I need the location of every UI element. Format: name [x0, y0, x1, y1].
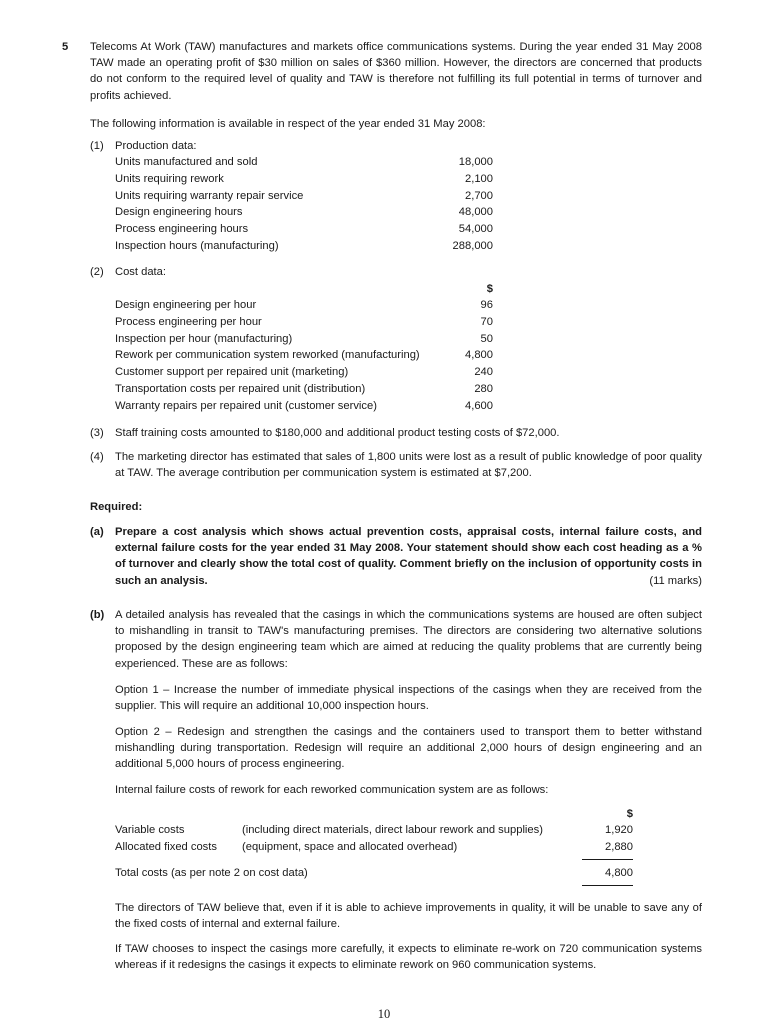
option2-text: Option 2 – Redesign and strengthen the casings and the containers used to transport them to better withstand mishandling during transportation. Redesign will require an additional 2,000 hours of design engineering and an additional 5,000 hours of process engineering. — [115, 726, 702, 771]
cost-number: (2) — [90, 266, 104, 278]
production-row-value: 48,000 — [458, 206, 493, 219]
option1-text: Option 1 – Increase the number of immediate physical inspections of the casings when they are received from the supplier. This will require an additional 10,000 inspection hours. — [115, 684, 702, 713]
cost-row — [115, 314, 493, 331]
cost-row — [115, 398, 493, 415]
cost-row-label: Inspection per hour (manufacturing) — [115, 332, 293, 345]
cost-row-value: 4,600 — [465, 399, 493, 412]
production-row-value: 2,700 — [465, 189, 493, 202]
cost-row — [115, 364, 493, 381]
part-b-text: A detailed analysis has revealed that the casings in which the communications systems are housed are often subject to mishandling in transit to TAW's manufacturing premises. The directors are considering two alternative solutions proposed by the design engineering team which are aimed at reducing the quality problems that are currently being experienced. These are as follows: — [115, 609, 702, 670]
part-a-label: (a) — [90, 526, 104, 538]
production-row-label: Design engineering hours — [115, 206, 243, 219]
production-row — [115, 188, 493, 205]
cost-row-label: Customer support per repaired unit (marketing) — [115, 366, 349, 379]
fixed-costs-paragraph: The directors of TAW believe that, even if it is able to achieve improvements in quality, it will be unable to save any of the fixed costs of internal and external failure. — [115, 902, 702, 931]
cost-row-value: 280 — [474, 382, 493, 395]
cost-row-value: 240 — [474, 366, 493, 379]
production-row-label: Inspection hours (manufacturing) — [115, 239, 279, 252]
production-row — [115, 204, 493, 221]
required-heading: Required: — [90, 501, 143, 513]
cost-row — [115, 347, 493, 364]
rework-row — [115, 822, 633, 839]
part-b-label: (b) — [90, 609, 105, 621]
rework-row-value: 1,920 — [605, 824, 633, 836]
rework-row-description: (including direct materials, direct labour rework and supplies) — [242, 824, 543, 836]
production-row-value: 2,100 — [465, 172, 493, 185]
page-number: 10 — [377, 1007, 391, 1021]
cost-row-value: 96 — [480, 299, 493, 311]
rework-total-rule — [582, 885, 633, 886]
rework-intro: Internal failure costs of rework for each reworked communication system are as follows: — [115, 784, 549, 796]
rework-subtotal-rule — [582, 859, 633, 860]
production-row — [115, 154, 493, 171]
cost-heading: Cost data: — [115, 266, 166, 278]
cost-row-label: Transportation costs per repaired unit (distribution) — [115, 382, 366, 395]
note4-number: (4) — [90, 451, 104, 463]
cost-row-value: 70 — [480, 315, 493, 328]
note3-number: (3) — [90, 427, 104, 439]
cost-row-label: Warranty repairs per repaired unit (customer service) — [115, 399, 377, 412]
rework-currency-header: $ — [626, 808, 633, 820]
production-row-value: 54,000 — [458, 223, 493, 236]
rework-row-value: 2,880 — [605, 840, 633, 853]
rework-total-value: 4,800 — [605, 867, 633, 879]
production-table — [115, 154, 493, 255]
question-intro: Telecoms At Work (TAW) manufactures and markets office communications systems. During the year ended 31 May 2008 TAW made an operating profit of $30 million on sales of $360 million. However, the directors are concerned that products do not conform to the required level of quality and TAW is therefore not fulfilling its full potential in terms of turnover and profits achieved. — [90, 41, 702, 102]
production-heading: Production data: — [115, 140, 197, 152]
production-row-label: Units requiring rework — [115, 172, 224, 185]
cost-row — [115, 297, 493, 314]
cost-row — [115, 331, 493, 348]
rework-total-label: Total costs (as per note 2 on cost data) — [115, 867, 308, 879]
production-row-value: 288,000 — [452, 239, 493, 252]
production-row — [115, 171, 493, 188]
part-a-marks: (11 marks) — [649, 575, 702, 587]
question-number: 5 — [62, 41, 69, 53]
cost-row-value: 50 — [480, 332, 493, 345]
info-intro: The following information is available in respect of the year ended 31 May 2008: — [90, 118, 486, 130]
cost-table — [115, 297, 493, 415]
production-row-label: Units manufactured and sold — [115, 156, 258, 168]
production-row-label: Units requiring warranty repair service — [115, 189, 304, 202]
rework-row-label: Allocated fixed costs — [115, 840, 217, 853]
note4-text: The marketing director has estimated that sales of 1,800 units were lost as a result of public knowledge of poor quality at TAW. The average contribution per communication system is estimated at $7,200. — [115, 451, 702, 480]
production-row — [115, 221, 493, 238]
cost-row-label: Design engineering per hour — [115, 299, 257, 311]
note3-text: Staff training costs amounted to $180,000 and additional product testing costs of $72,000. — [115, 427, 560, 439]
rework-row — [115, 839, 633, 856]
cost-currency-header: $ — [486, 283, 493, 295]
production-row-label: Process engineering hours — [115, 223, 249, 236]
production-row-value: 18,000 — [458, 156, 493, 168]
rework-elimination-paragraph: If TAW chooses to inspect the casings more carefully, it expects to eliminate re-work on 720 communication systems whereas if it redesigns the casings it expects to eliminate rework on 960 communication systems. — [115, 943, 702, 972]
production-row — [115, 238, 493, 255]
cost-row — [115, 381, 493, 398]
part-a-text: Prepare a cost analysis which shows actual prevention costs, appraisal costs, internal failure costs, and external failure costs for the year ended 31 May 2008. Your statement should show each cost heading as a % of turnover and clearly show the total cost of quality. Comment briefly on the inclusion of opportunity costs in such an analysis. — [115, 526, 702, 587]
cost-row-label: Process engineering per hour — [115, 315, 262, 328]
production-number: (1) — [90, 140, 104, 152]
cost-row-label: Rework per communication system reworked (manufacturing) — [115, 349, 420, 362]
cost-row-value: 4,800 — [465, 349, 493, 362]
rework-table — [115, 822, 633, 856]
rework-row-label: Variable costs — [115, 824, 185, 836]
rework-row-description: (equipment, space and allocated overhead) — [242, 840, 458, 853]
